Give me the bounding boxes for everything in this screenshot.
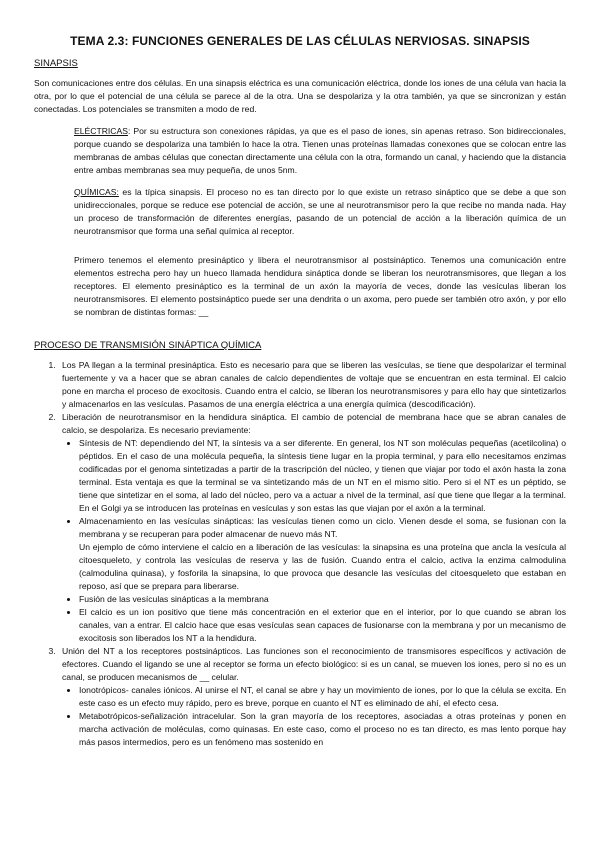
bullet-sintesis: • Síntesis de NT: dependiendo del NT, la síntesis va a ser diferente. En general, los NT son moléculas pequeñas (acetilcolina) o péptidos. En el caso de una molécula pequeña, la síntesis tiene lugar en la propia terminal, y para ello necesitamos enzimas codificadas por el genoma sintetizadas a partir de la trascripción del núcleo, y tienen que viajar por todo el axón hasta la zona terminal. Esta ventaja es que la terminal se va sintetizando más de un NT en el mismo sitio. Pero si el NT es un péptido, se tiene que sintetizar en el soma, al lado del núcleo, pero va a actuar a nivel de la terminal, así que tiene que llegar a la terminal. En el Golgi ya se introducen las proteínas en vesículas y son estas las que viajan por el axón a la terminal. bbox=[79, 437, 566, 515]
electricas-text: : Por su estructura son conexiones rápidas, ya que es el paso de iones, sin apenas retraso. Son bidireccionales, porque cuando se despolariza una también lo hace la otra. Tienen unas proteínas llamadas conexones que se colocan entre las membranas de ambas células que conectan directamente una célula con la otra, formando un canal, y haciendo que la distancia entre ambas membranas sea muy pequeña, de unos 5nm. bbox=[74, 126, 566, 175]
section-heading-sinapsis: SINAPSIS bbox=[34, 58, 78, 69]
bullet-metabotropicos: • Metabotrópicos-señalización intracelular. Son la gran mayoría de los receptores, asociadas a otras proteínas y ponen en marcha activación de moléculas, como quinasas. En este caso, como el proceso no es tan directo, es mas lento porque hay más pasos intermedios, pero es un fenómeno mas sostenido en bbox=[79, 710, 566, 749]
process-steps-list bbox=[34, 359, 566, 749]
bullet-almacenamiento-text: Almacenamiento en las vesículas sinápticas: las vesículas tienen como un ciclo. Vienen desde el soma, se fusionan con la membrana y se recuperan para poder almacenar de nuevo más NT. bbox=[79, 516, 566, 539]
step-1-text: Los PA llegan a la terminal presináptica. Esto es necesario para que se liberen las vesículas, se tiene que despolarizar el terminal fuertemente y va a hacer que se abran canales de calcio dependientes de voltaje que se encuentran en esta terminal. El calcio pone en marcha el proceso de exocitosis. Cuando entra el calcio, se liberan los neurotransmisores y para ello hay que sintetizarlos y almacenarlos en las vesículas. Pasamos de una energía eléctrica a una energía química (descodificación). bbox=[62, 360, 566, 409]
quimicas-term: QUÍMICAS: bbox=[74, 187, 119, 197]
step-3-bullets bbox=[62, 684, 566, 749]
bullet-ionotropicos: • Ionotrópicos- canales iónicos. Al unirse el NT, el canal se abre y hay un movimiento de iones, por lo que la célula se excita. En este caso es un efecto muy rápido, pero es breve, porque en cuanto el NT es eliminado de ahí, el efecto cesa. bbox=[79, 684, 566, 710]
step-1 bbox=[58, 359, 566, 411]
quimicas-paragraph bbox=[74, 186, 566, 238]
bullet-almacenamiento-continuation: Un ejemplo de cómo interviene el calcio en a liberación de las vesículas: la sinapsina es una proteína que ancla la vesícula al citoesqueleto, y controla las vesículas de reserva y las de fusión. Cuando entra el calcio, activa la enzima calmodulina (calmodulina quinasa), y fosforila la sinapsina, lo que provoca que desancle las vesículas del citoesqueleto que estaban en reposo, así que se prepara para liberarse. bbox=[79, 542, 566, 591]
electricas-term: ELÉCTRICAS bbox=[74, 126, 128, 136]
section-heading-proceso: PROCESO DE TRANSMISIÓN SINÁPTICA QUÍMICA bbox=[34, 340, 262, 351]
bullet-calcio: • El calcio es un ion positivo que tiene más concentración en el exterior que en el interior, por lo que cuando se abran los canales, van a entrar. El calcio hace que esas vesículas sean capaces de fusionarse con la membrana y por un mecanismo de exocitosis son liberados los NT a la hendidura. bbox=[79, 606, 566, 645]
document-title: TEMA 2.3: FUNCIONES GENERALES DE LAS CÉLULAS NERVIOSAS. SINAPSIS bbox=[70, 34, 530, 48]
step-2 bbox=[58, 411, 566, 645]
step-2-bullets bbox=[62, 437, 566, 645]
quimicas-text: es la típica sinapsis. El proceso no es tan directo por lo que existe un retraso sináptico que se debe a que son unidireccionales, porque se reduce ese potencial de acción, se une al neurotransmisor pero la que recibe no manda nada. Hay un proceso de transformación de diferentes energías, pasando de un potencial de acción a la liberación química de un neurotransmisor que forma una señal química al receptor. bbox=[74, 187, 566, 236]
electricas-paragraph bbox=[74, 125, 566, 177]
bullet-fusion: • Fusión de las vesículas sinápticas a la membrana bbox=[79, 593, 566, 606]
step-3 bbox=[58, 645, 566, 749]
step-2-text: Liberación de neurotransmisor en la hendidura sináptica. El cambio de potencial de membrana hace que se abran canales de calcio, se despolariza. Es necesario previamente: bbox=[62, 412, 566, 435]
presinaptico-paragraph: Primero tenemos el elemento presináptico y libera el neurotransmisor al postsináptico. Tenemos una comunicación entre elementos estrecha pero hay un hueco llamada hendidura sináptica donde se liberan los neurotransmisores, que llegan a los receptores. El elemento presináptico es la terminal de un axón la mayoría de veces, donde las vesículas liberan los neurotransmisores. El elemento postsináptico puede ser una dendrita o un axoma, pero puede ser también otro axón, y por ello se nombran de distintas formas: __ bbox=[74, 255, 566, 317]
step-3-text: Unión del NT a los receptores postsinápticos. Las funciones son el reconocimiento de transmisores específicos y activación de efectores. Cuando el ligando se une al receptor se forma un efecto biológico: si es un canal, se mueven los iones, pero si no es un canal, se producen mecanismos de __ celular. bbox=[62, 646, 566, 682]
bullet-almacenamiento bbox=[79, 515, 566, 593]
intro-paragraph: Son comunicaciones entre dos células. En una sinapsis eléctrica es una comunicación eléctrica, donde los iones de una célula van hacia la otra, por lo que el potencial de una célula se parece al de la otra. Una se despolariza y la otra también, ya que se sincronizan y están conectadas. Los potenciales se transmiten a modo de red. bbox=[34, 78, 566, 114]
